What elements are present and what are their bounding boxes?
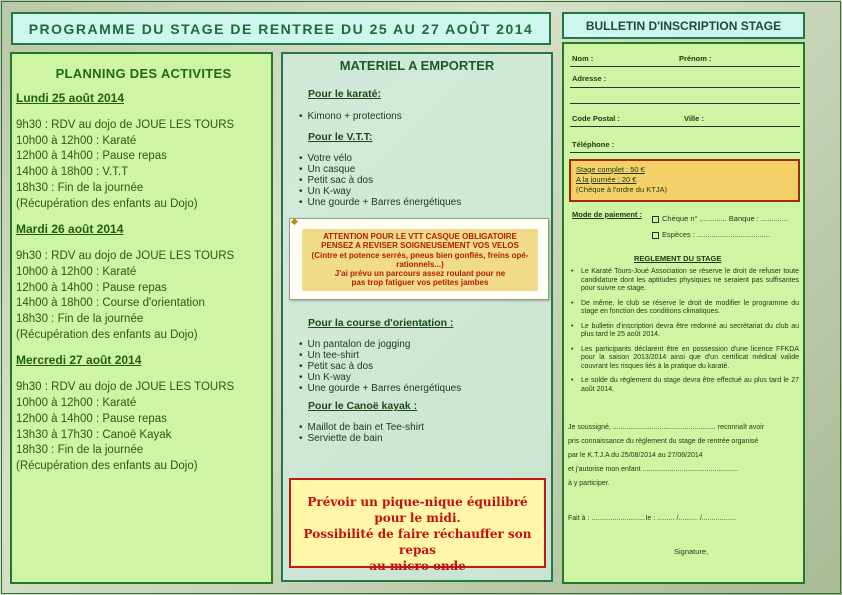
cheque-order-note: (Chèque à l'ordre du KTJA)	[576, 185, 668, 194]
schedule-line: 18h30 : Fin de la journée	[16, 181, 144, 194]
declaration-line: pris connaissance du règlement du stage de rentrée organisé	[568, 438, 759, 445]
adresse-field[interactable]	[570, 87, 800, 88]
tarif-journee: A la journée : 20 €	[576, 175, 637, 184]
warning-line: ATTENTION POUR LE VTT CASQUE OBLIGATOIRE	[323, 232, 517, 241]
list-item: • Une gourde + Barres énergétiques	[299, 383, 461, 394]
telephone-field[interactable]	[570, 152, 800, 153]
schedule-line: 10h00 à 12h00 : Karaté	[16, 265, 137, 278]
schedule-line: 12h00 à 14h00 : Pause repas	[16, 150, 167, 163]
list-item: • Petit sac à dos	[299, 175, 461, 186]
tarif-stage-complet: Stage complet : 50 €	[576, 165, 645, 174]
fait-a-line: Fait à : ............................le : ......... /.......... /..................	[568, 515, 737, 522]
list-item: • Petit sac à dos	[299, 361, 461, 372]
bulletin-panel	[562, 42, 805, 584]
section-title-canoe: Pour le Canoë kayak :	[308, 400, 418, 412]
materiel-panel	[281, 52, 553, 582]
schedule-line: 9h30 : RDV au dojo de JOUE LES TOURS	[16, 250, 235, 263]
day-label-monday: Lundi 25 août 2014	[16, 91, 125, 105]
schedule-line: 14h00 à 18h00 : Course d'orientation	[16, 297, 205, 310]
day-label-tuesday: Mardi 26 août 2014	[16, 222, 124, 237]
schedule-line: 18h30 : Fin de la journée	[16, 313, 144, 326]
list-item: • Serviette de bain	[299, 433, 424, 444]
cheque-option[interactable]	[652, 214, 788, 223]
picnic-notice	[289, 478, 546, 573]
day-label-wednesday: Mercredi 27 août 2014	[16, 353, 142, 368]
planning-heading: PLANNING DES ACTIVITES	[55, 66, 232, 81]
schedule-line: 12h00 à 14h00 : Pause repas	[16, 412, 167, 425]
rule-item: • Le solde du règlement du stage devra être effectué au plus tard le 27 août 2014.	[569, 377, 799, 394]
list-canoe	[299, 422, 424, 444]
list-item: • Votre vélo	[299, 153, 461, 164]
notice-line: Possibilité de faire réchauffer son repas	[303, 527, 532, 557]
nom-prenom-field[interactable]	[570, 66, 800, 67]
section-title-orientation: Pour la course d'orientation :	[308, 317, 454, 329]
list-item: • Un pantalon de jogging	[299, 339, 461, 350]
rule-item: • Le Karaté Tours-Joué Association se réserve le droit de refuser toute candidature dont les aptitudes physiques ne seraient pas suffisantes pour suivre ce stage.	[569, 268, 799, 294]
schedule-line: 12h00 à 14h00 : Pause repas	[16, 281, 167, 294]
schedule-line: (Récupération des enfants au Dojo)	[16, 197, 198, 210]
warning-line: PENSEZ A REVISER SOIGNEUSEMENT VOS VELOS	[321, 241, 519, 251]
warning-line: pas trop fatiguer vos petites jambes	[351, 278, 489, 288]
warning-line: J'ai prévu un parcours assez roulant pour ne	[334, 269, 506, 279]
field-label-code-postal: Code Postal :	[572, 114, 620, 123]
day-schedule-monday	[16, 118, 271, 212]
declaration-line: par le K.T.J.A du 25/08/2014 au 27/08/2014	[568, 452, 703, 459]
section-title-vtt: Pour le V.T.T:	[308, 131, 373, 143]
cheque-checkbox[interactable]	[652, 216, 659, 223]
planning-panel	[10, 52, 273, 584]
declaration-line: à y participer.	[568, 480, 610, 487]
signature-label: Signature,	[674, 547, 709, 556]
rule-item: • De même, le club se réserve le droit de modifier le programme du stage en fonction des conditions climatiques.	[569, 300, 799, 317]
schedule-line: 14h00 à 18h00 : V.T.T	[16, 166, 129, 179]
especes-checkbox[interactable]	[652, 232, 659, 239]
schedule-line: 9h30 : RDV au dojo de JOUE LES TOURS	[16, 119, 235, 131]
section-title-karate: Pour le karaté:	[308, 88, 381, 100]
schedule-line: 9h30 : RDV au dojo de JOUE LES TOURS	[16, 381, 235, 394]
day-schedule-wednesday	[16, 380, 271, 474]
cheque-option-label: Chèque n° ............. Banque : .............	[662, 214, 788, 223]
reglement-list	[569, 268, 799, 400]
especes-option[interactable]	[652, 230, 770, 239]
declaration-line: et j'autorise mon enfant .................................................	[568, 466, 738, 473]
field-label-nom: Nom :	[572, 54, 594, 63]
field-label-telephone: Téléphone :	[572, 140, 615, 149]
reglement-title: REGLEMENT DU STAGE	[634, 254, 722, 263]
list-item: • Kimono + protections	[299, 111, 402, 122]
bulletin-title-bar	[562, 12, 805, 39]
field-label-ville: Ville :	[684, 114, 704, 123]
list-item: • Un K-way	[299, 372, 461, 383]
field-label-adresse: Adresse :	[572, 74, 607, 83]
notice-line: Prévoir un pique-nique équilibré	[307, 495, 528, 509]
list-vtt	[299, 153, 461, 208]
notice-line: au micro onde	[369, 559, 466, 573]
list-karate	[299, 111, 402, 122]
field-label-prenom: Prénom :	[679, 54, 712, 63]
code-postal-ville-field[interactable]	[570, 126, 800, 127]
programme-title-bar	[11, 12, 551, 45]
rule-item: • Le bulletin d'inscription devra être redonné au secrétariat du club au plus tard le 25 août 2014.	[569, 323, 799, 340]
especes-option-label: Espèces : ...................................	[662, 230, 770, 239]
schedule-line: 10h00 à 12h00 : Karaté	[16, 397, 137, 410]
bulletin-title: BULLETIN D'INSCRIPTION STAGE	[585, 18, 782, 33]
schedule-line: 18h30 : Fin de la journée	[16, 444, 144, 457]
list-item: • Maillot de bain et Tee-shirt	[299, 422, 424, 433]
schedule-line: (Récupération des enfants au Dojo)	[16, 459, 198, 472]
materiel-heading: MATERIEL A EMPORTER	[339, 58, 495, 73]
adresse-field-line-2[interactable]	[570, 103, 800, 104]
pin-icon: ◆	[291, 216, 298, 226]
list-item: • Un K-way	[299, 186, 461, 197]
notice-line: pour le midi.	[374, 511, 461, 525]
declaration-line: Je soussigné, ..................................................... reconnaît avoir	[568, 424, 765, 431]
programme-title: PROGRAMME DU STAGE DE RENTREE DU 25 AU 27 AOÛT 2014	[28, 20, 534, 37]
schedule-line: 13h30 à 17h30 : Canoë Kayak	[16, 428, 172, 441]
list-item: • Une gourde + Barres énergétiques	[299, 197, 461, 208]
list-orientation	[299, 339, 461, 394]
vtt-warning-text	[302, 229, 538, 291]
vtt-warning-note	[289, 218, 549, 300]
list-item: • Un casque	[299, 164, 461, 175]
warning-line: rationnels...)	[396, 259, 444, 269]
rule-item: • Les participants déclarent être en possession d'une licence FFKDA pour la saison 2013/2014 ainsi que d'un certificat médical valide couvrant les risques liés à la pratique du karaté.	[569, 346, 799, 372]
warning-line: (Cintre et potence serrés, pneus bien gonflés, freins opé-	[311, 250, 529, 260]
schedule-line: (Récupération des enfants au Dojo)	[16, 328, 198, 341]
tarif-box	[569, 159, 800, 202]
schedule-line: 10h00 à 12h00 : Karaté	[16, 134, 137, 147]
mode-paiement-label: Mode de paiement :	[572, 210, 643, 219]
list-item: • Un tee-shirt	[299, 350, 461, 361]
day-schedule-tuesday	[16, 249, 271, 343]
